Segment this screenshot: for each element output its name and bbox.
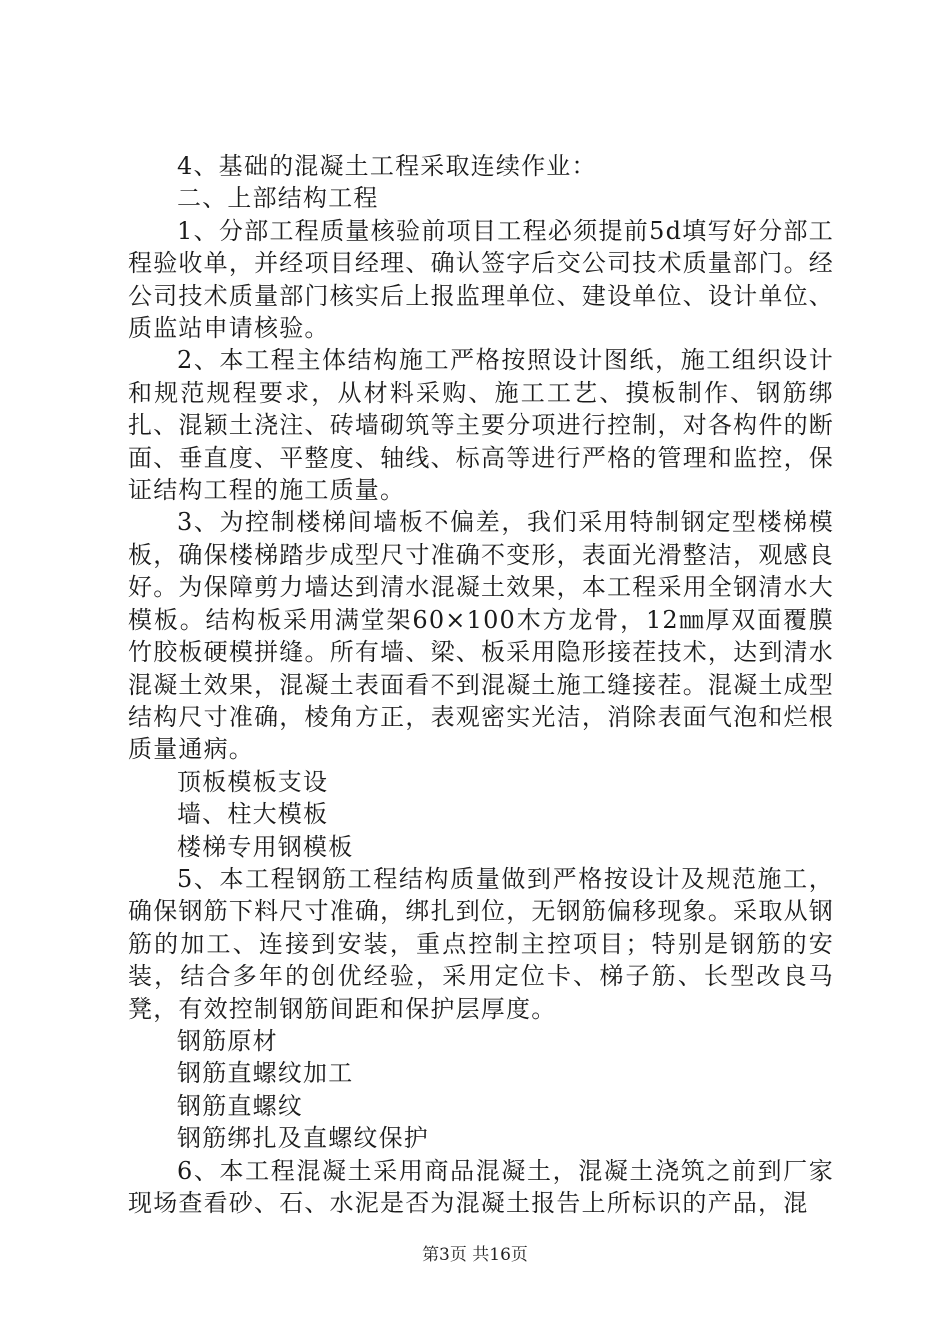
paragraph-foundation-concrete: 4、基础的混凝土工程采取连续作业： [177, 152, 597, 180]
caption-stair-steel-formwork: 楼梯专用钢模板 [177, 832, 354, 861]
caption-rebar-raw: 钢筋原材 [177, 1026, 278, 1055]
document-body [128, 150, 834, 1219]
caption-roof-formwork: 顶板模板支设 [177, 767, 329, 796]
caption-rebar-thread: 钢筋直螺纹 [177, 1091, 303, 1120]
caption-rebar-thread-processing: 钢筋直螺纹加工 [177, 1059, 354, 1088]
paragraph-item-1: 1、分部工程质量核验前项目工程必须提前5d填写好分部工程验收单，并经项目经理、确认签字后交公司技术质量部门。经公司技术质量部门核实后上报监理单位、建设单位、设计单位、质监站申请核验。 [128, 216, 834, 343]
paragraph-item-3: 3、为控制楼梯间墙板不偏差，我们采用特制钢定型楼梯模板，确保楼梯踏步成型尺寸准确不变形，表面光滑整洁，观感良好。为保障剪力墙达到清水混凝土效果，本工程采用全钢清水大模板。结构板采用满堂架60×100木方龙骨，12㎜厚双面覆膜竹胶板硬模拼缝。所有墙、梁、板采用隐形接茬技术，达到清水混凝土效果，混凝土表面看不到混凝土施工缝接茬。混凝土成型结构尺寸准确，棱角方正，表观密实光洁，消除表面气泡和烂根质量通病。 [128, 508, 834, 764]
caption-wall-column-formwork: 墙、柱大模板 [177, 800, 329, 829]
paragraph-item-6: 6、本工程混凝土采用商品混凝土，混凝土浇筑之前到厂家现场查看砂、石、水泥是否为混凝土报告上所标识的产品，混 [128, 1156, 834, 1217]
section-heading-superstructure: 二、上部结构工程 [177, 184, 379, 213]
caption-rebar-binding: 钢筋绑扎及直螺纹保护 [177, 1124, 429, 1153]
page-number-footer: 第3页 共16页 [422, 1245, 528, 1265]
paragraph-item-2: 2、本工程主体结构施工严格按照设计图纸，施工组织设计和规范规程要求，从材料采购、施工工艺、摸板制作、钢筋绑扎、混颖土浇注、砖墙砌筑等主要分项进行控制，对各构件的断面、垂直度、平整度、轴线、标高等进行严格的管理和监控，保证结构工程的施工质量。 [128, 346, 834, 505]
paragraph-item-5: 5、本工程钢筋工程结构质量做到严格按设计及规范施工，确保钢筋下料尺寸准确，绑扎到位，无钢筋偏移现象。采取从钢筋的加工、连接到安装，重点控制主控项目；特别是钢筋的安装，结合多年的创优经验，采用定位卡、梯子筋、长型改良马凳，有效控制钢筋间距和保护层厚度。 [128, 864, 834, 1023]
